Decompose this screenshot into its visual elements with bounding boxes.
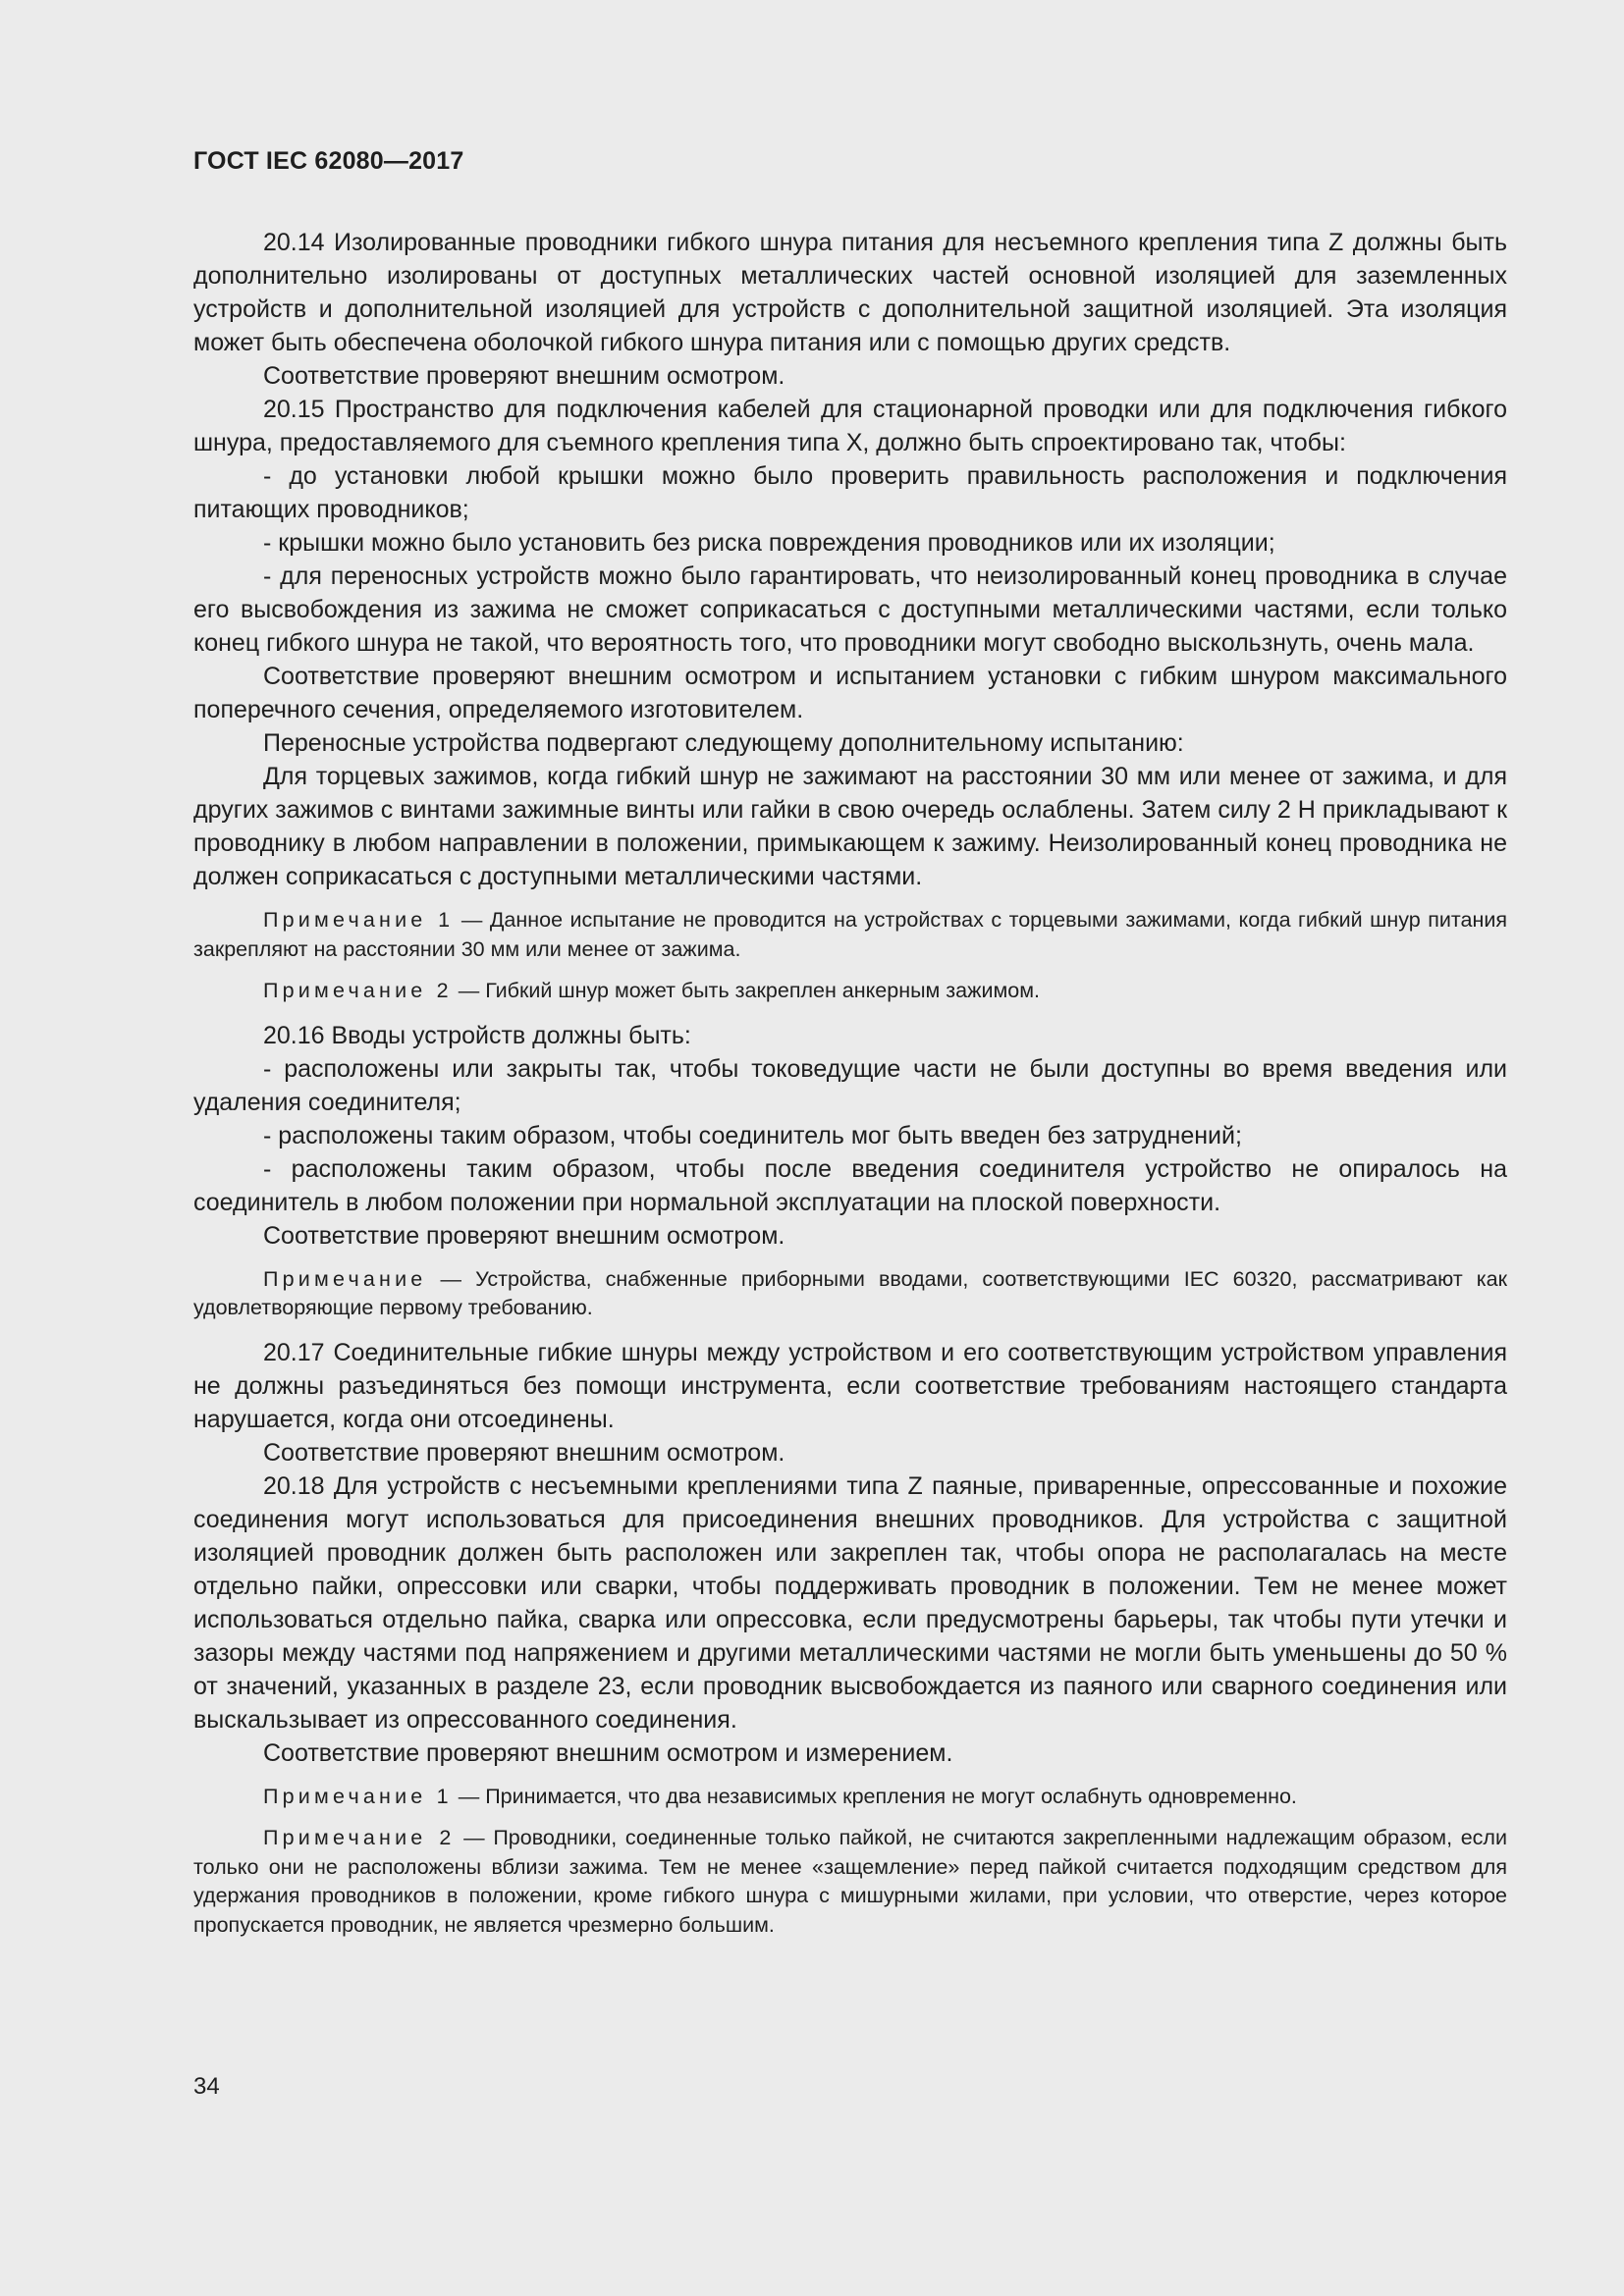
note-label: Примечание 1	[263, 908, 455, 932]
note-paragraph	[193, 906, 1507, 964]
body-paragraph: 20.18 Для устройств с несъемными креплениями типа Z паяные, приваренные, опрессованные и похожие соединения могут использоваться для присоединения внешних проводников. Для устройства с защитной изоляцией проводник должен быть расположен или закреплен так, чтобы опора не располагалась на месте отдельно пайки, опрессовки или сварки, чтобы поддерживать проводник в положении. Тем не менее может использоваться отдельно пайка, сварка или опрессовка, если предусмотрены барьеры, так чтобы пути утечки и зазоры между частями под напряжением и другими металлическими частями не могли быть уменьшены до 50 % от значений, указанных в разделе 23, если проводник высвобождается из паяного или сварного соединения или выскальзывает из опрессованного соединения.	[193, 1471, 1507, 1734]
body-paragraph: 20.14 Изолированные проводники гибкого шнура питания для несъемного крепления типа Z должны быть дополнительно изолированы от доступных металлических частей основной изоляцией для заземленных устройств и дополнительной изоляцией для устройств с дополнительной защитной изоляцией. Эта изоляция может быть обеспечена оболочкой гибкого шнура питания или с помощью других средств.	[193, 229, 1507, 356]
note-text: — Принимается, что два независимых крепления не могут ослабнуть одновременно.	[452, 1784, 1297, 1808]
body-paragraph: - расположены или закрыты так, чтобы токоведущие части не были доступны во время введения или удаления соединителя;	[193, 1054, 1507, 1116]
body-paragraph: - до установки любой крышки можно было проверить правильность расположения и подключения питающих проводников;	[193, 462, 1507, 523]
note-paragraph	[193, 1265, 1507, 1323]
body-paragraph: - крышки можно было установить без риска повреждения проводников или их изоляции;	[263, 529, 1275, 557]
body-paragraph: - расположены таким образом, чтобы соединитель мог быть введен без затруднений;	[263, 1121, 1242, 1149]
note-text: — Проводники, соединенные только пайкой, не считаются закрепленными надлежащим образом, если только они не расположены вблизи зажима. Тем не менее «защемление» перед пайкой считается подходящим средством для удержания проводников в положении, кроме гибкого шнура с мишурными жилами, при условии, что отверстие, через которое пропускается проводник, не является чрезмерно большим.	[193, 1826, 1507, 1937]
note-paragraph	[193, 1824, 1507, 1940]
body-paragraph: 20.16 Вводы устройств должны быть:	[263, 1021, 691, 1049]
body-paragraph: Соответствие проверяют внешним осмотром.	[263, 362, 785, 390]
body-paragraph: 20.17 Соединительные гибкие шнуры между устройством и его соответствующим устройством управления не должны разъединяться без помощи инструмента, если соответствие требованиям настоящего стандарта нарушается, когда они отсоединены.	[193, 1338, 1507, 1433]
note-label: Примечание 2	[263, 979, 453, 1002]
body-paragraph: - для переносных устройств можно было гарантировать, что неизолированный конец проводника в случае его высвобождения из зажима не сможет соприкасаться с доступными металлическими частями, если только конец гибкого шнура не такой, что вероятность того, что проводники могут свободно выскользнуть, очень мала.	[193, 562, 1507, 657]
note-paragraph	[193, 977, 1507, 1006]
note-label: Примечание	[263, 1266, 427, 1291]
note-text: — Гибкий шнур может быть закреплен анкерным зажимом.	[452, 979, 1040, 1002]
body-paragraph: Соответствие проверяют внешним осмотром и измерением.	[263, 1738, 953, 1767]
body-paragraph: Переносные устройства подвергают следующему дополнительному испытанию:	[263, 729, 1184, 757]
body-paragraph: Соответствие проверяют внешним осмотром.	[263, 1438, 785, 1467]
body-paragraph: Соответствие проверяют внешним осмотром и испытанием установки с гибким шнуром максимального поперечного сечения, определяемого изготовителем.	[193, 663, 1507, 723]
note-paragraph	[193, 1783, 1507, 1812]
body-paragraph: 20.15 Пространство для подключения кабелей для стационарной проводки или для подключения гибкого шнура, предоставляемого для съемного крепления типа X, должно быть спроектировано так, чтобы:	[193, 396, 1507, 456]
note-text: — Данное испытание не проводится на устройствах с торцевыми зажимами, когда гибкий шнур питания закрепляют на расстоянии 30 мм или менее от зажима.	[193, 908, 1507, 961]
body-paragraph: Для торцевых зажимов, когда гибкий шнур не зажимают на расстоянии 30 мм или менее от зажима, и для других зажимов с винтами зажимные винты или гайки в свою очередь ослаблены. Затем силу 2 Н прикладывают к проводнику в любом направлении в положении, примыкающем к зажиму. Неизолированный конец проводника не должен соприкасаться с доступными металлическими частями.	[193, 763, 1507, 890]
page-number: 34	[193, 2073, 220, 2100]
document-header: ГОСТ IEC 62080—2017	[193, 147, 464, 175]
document-body	[193, 226, 1507, 1952]
body-paragraph: Соответствие проверяют внешним осмотром.	[263, 1221, 785, 1250]
body-paragraph: - расположены таким образом, чтобы после введения соединителя устройство не опиралось на соединитель в любом положении при нормальной эксплуатации на плоской поверхности.	[193, 1154, 1507, 1216]
note-label: Примечание 2	[263, 1826, 456, 1849]
note-text: — Устройства, снабженные приборными вводами, соответствующими IEC 60320, рассматривают как удовлетворяющие первому требованию.	[193, 1266, 1507, 1319]
note-label: Примечание 1	[263, 1784, 453, 1808]
